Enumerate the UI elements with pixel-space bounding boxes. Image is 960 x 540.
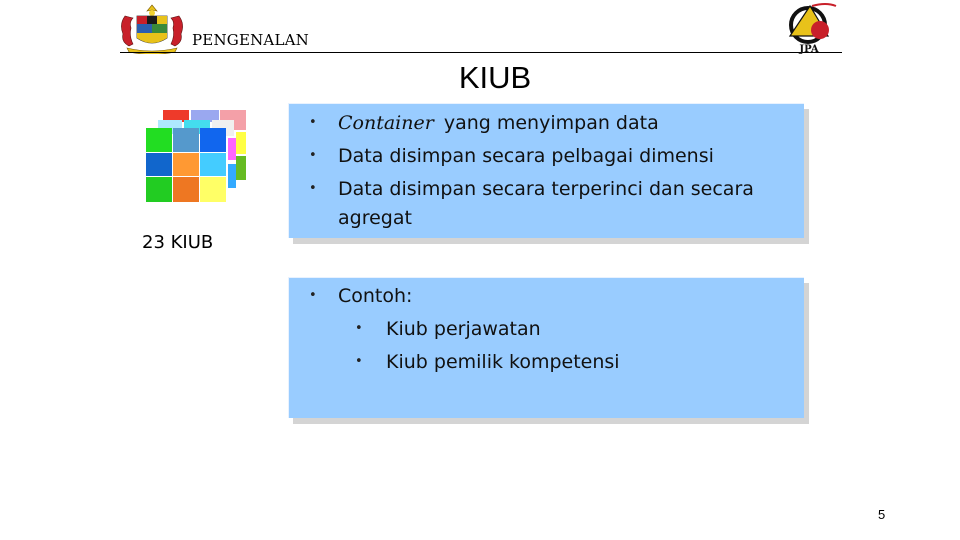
example-item: Kiub perjawatan: [386, 318, 541, 340]
bullet-dimensions: Data disimpan secara pelbagai dimensi: [338, 145, 714, 167]
bullet-dot: •: [309, 148, 317, 163]
bullet-dot: •: [309, 181, 317, 196]
bullet-dot: •: [309, 288, 317, 303]
sub-bullet-dot: •: [355, 354, 363, 369]
bullet-detail-line1: Data disimpan secara terperinci dan secara: [338, 178, 754, 200]
bullet-dot: •: [309, 115, 317, 130]
page-number: 5: [878, 507, 886, 522]
bullet-container-emphasis: Container: [338, 112, 434, 134]
jpa-logo-icon: [776, 0, 842, 54]
example-item: Kiub pemilik kompetensi: [386, 351, 620, 373]
examples-box: [288, 277, 804, 418]
bullet-container: [338, 108, 659, 138]
malaysia-coat-of-arms-icon: [117, 2, 187, 54]
slide-title: KIUB: [458, 60, 532, 95]
sub-bullet-dot: •: [355, 321, 363, 336]
header-divider: [120, 52, 842, 53]
jpa-logo-text: JPA: [799, 44, 819, 54]
cube-caption: 23 KIUB: [142, 232, 214, 253]
bullet-detail-line2: agregat: [338, 207, 412, 229]
bullet-container-text: yang menyimpan data: [443, 112, 659, 134]
definition-box: [288, 103, 804, 238]
cube-icon: [144, 108, 248, 204]
examples-heading: Contoh:: [338, 285, 413, 307]
header-title: PENGENALAN: [192, 31, 309, 49]
